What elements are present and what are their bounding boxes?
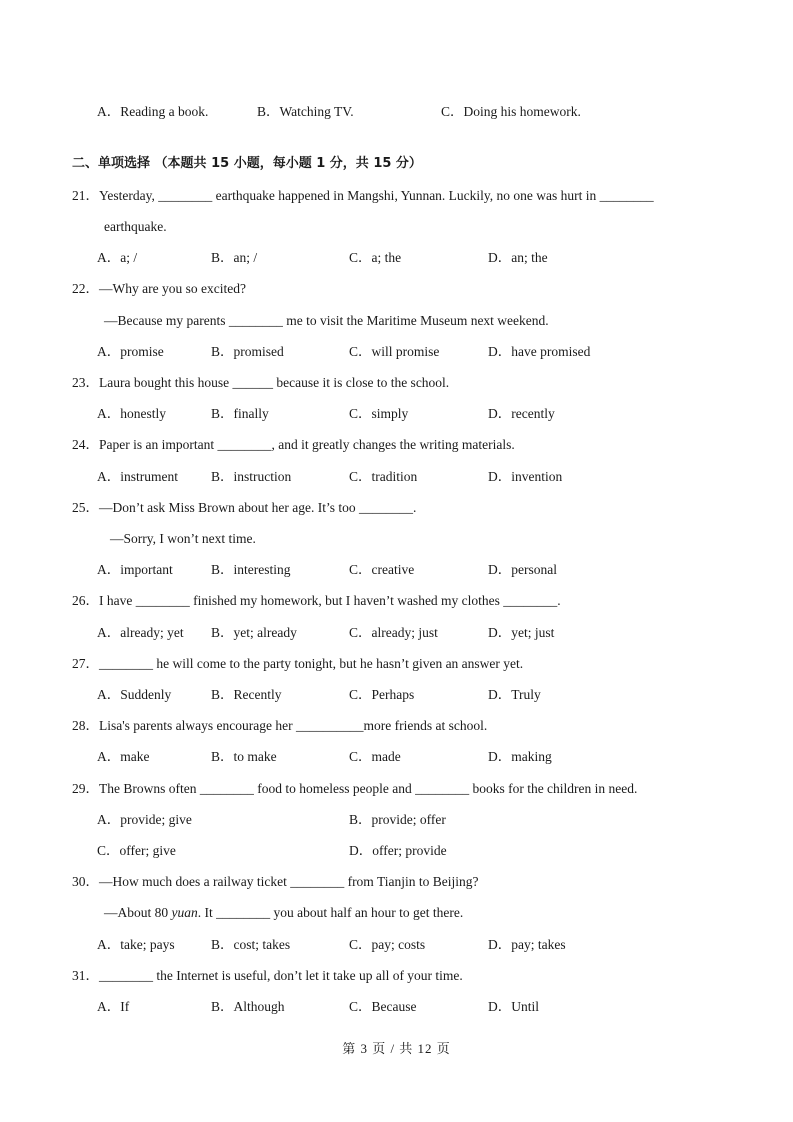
prev-option-a: A．Reading a book. [97,104,209,119]
question-22-continuation: —Because my parents ________ me to visit the Maritime Museum next weekend. [104,313,549,328]
question-21-option-b: B．an; / [211,250,258,265]
section-title: 二、单项选择 [72,156,151,171]
question-23-option-d: D．recently [488,406,555,421]
question-23-option-a: A．honestly [97,406,166,421]
question-28-option-a: A．make [97,749,150,764]
question-22-option-c: C．will promise [349,344,440,359]
question-29-option-d: D．offer; provide [349,843,447,858]
section-note: （本题共 15 小题，每小题 1 分，共 15 分） [154,156,422,171]
question-30-continuation-em: yuan [171,905,198,920]
question-22-option-b: B．promised [211,344,284,359]
question-26-option-c: C．already; just [349,625,438,640]
question-24-option-b: B．instruction [211,469,292,484]
question-24-option-c: C．tradition [349,469,418,484]
question-28-stem: 28．Lisa's parents always encourage her __________more friends at school. [72,718,488,733]
question-21-option-d: D．an; the [488,250,548,265]
question-29-option-a: A．provide; give [97,812,192,827]
question-25-option-d: D．personal [488,562,557,577]
question-27-option-b: B．Recently [211,687,282,702]
question-27-option-a: A．Suddenly [97,687,172,702]
question-25-option-a: A．important [97,562,173,577]
question-28-option-b: B．to make [211,749,277,764]
question-29-stem: 29．The Browns often ________ food to homeless people and ________ books for the children in need. [72,781,638,796]
section-heading [72,156,422,172]
question-27-option-c: C．Perhaps [349,687,415,702]
question-21-option-a: A．a; / [97,250,138,265]
question-26-option-b: B．yet; already [211,625,297,640]
question-30-stem: 30．—How much does a railway ticket ________ from Tianjin to Beijing? [72,874,479,889]
question-23-option-b: B．finally [211,406,269,421]
question-26-stem: 26．I have ________ finished my homework, but I haven’t washed my clothes ________. [72,593,561,608]
question-23-option-c: C．simply [349,406,409,421]
question-25-option-c: C．creative [349,562,415,577]
question-29-option-b: B．provide; offer [349,812,446,827]
question-27-stem: 27．________ he will come to the party tonight, but he hasn’t given an answer yet. [72,656,524,671]
question-31-option-c: C．Because [349,999,417,1014]
page-number: 第 3 页 / 共 12 页 [342,1041,451,1056]
question-31-option-d: D．Until [488,999,540,1014]
question-30-continuation-post: . It ________ you about half an hour to get there. [197,905,464,920]
question-30-option-c: C．pay; costs [349,937,426,952]
question-21-stem: 21．Yesterday, ________ earthquake happened in Mangshi, Yunnan. Luckily, no one was hurt in ________ [72,188,654,203]
question-30-continuation [104,905,463,921]
question-31-option-a: A．If [97,999,130,1014]
question-24-stem: 24．Paper is an important ________, and it greatly changes the writing materials. [72,437,515,452]
question-22-option-a: A．promise [97,344,164,359]
question-31-option-b: B．Although [211,999,285,1014]
prev-option-c: C．Doing his homework. [441,104,581,119]
question-23-stem: 23．Laura bought this house ______ because it is close to the school. [72,375,450,390]
question-24-option-a: A．instrument [97,469,178,484]
question-29-option-c: C．offer; give [97,843,176,858]
question-27-option-d: D．Truly [488,687,541,702]
question-26-option-d: D．yet; just [488,625,555,640]
question-30-option-a: A．take; pays [97,937,175,952]
question-25-stem: 25．—Don’t ask Miss Brown about her age. It’s too ________. [72,500,417,515]
question-25-continuation: —Sorry, I won’t next time. [110,531,256,546]
prev-option-b: B．Watching TV. [257,104,354,119]
question-28-option-d: D．making [488,749,552,764]
question-21-continuation: earthquake. [104,219,167,234]
question-24-option-d: D．invention [488,469,563,484]
question-22-option-d: D．have promised [488,344,591,359]
question-30-option-b: B．cost; takes [211,937,291,952]
question-31-stem: 31．________ the Internet is useful, don’t let it take up all of your time. [72,968,463,983]
question-25-option-b: B．interesting [211,562,291,577]
question-22-stem: 22．—Why are you so excited? [72,281,246,296]
question-28-option-c: C．made [349,749,401,764]
question-30-continuation-pre: —About 80 [104,905,172,920]
question-30-option-d: D．pay; takes [488,937,566,952]
question-21-option-c: C．a; the [349,250,402,265]
question-26-option-a: A．already; yet [97,625,184,640]
